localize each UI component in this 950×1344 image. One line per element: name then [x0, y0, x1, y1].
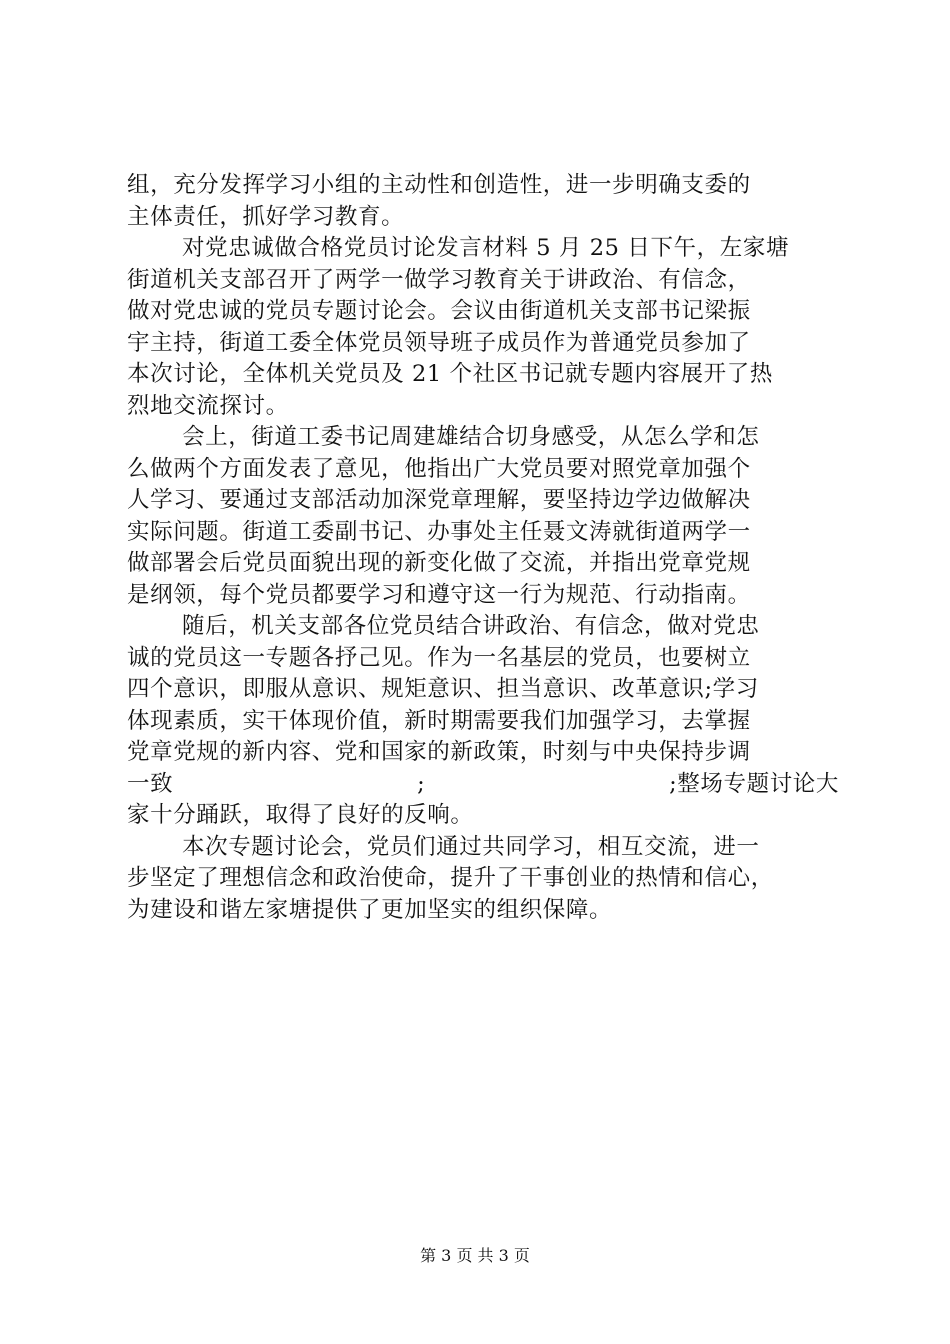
text-line: 体现素质，实干体现价值，新时期需要我们加强学习，去掌握 [127, 707, 751, 734]
paragraph-start: 对党忠诚做合格党员讨论发言材料 5 月 25 日下午，左家塘 [182, 235, 790, 261]
text-line: 实际问题。街道工委副书记、办事处主任聂文涛就街道两学一 [127, 518, 751, 545]
text-line: 烈地交流探讨。 [127, 392, 289, 419]
text-line-spaced [127, 769, 839, 801]
text-line: 党章党规的新内容、党和国家的新政策，时刻与中央保持步调 [127, 739, 751, 765]
text-line: 诚的党员这一专题各抒己见。作为一名基层的党员，也要树立 [127, 644, 751, 671]
page-number-footer: 第 3 页 共 3 页 [420, 1246, 530, 1265]
text-fragment: ;整场专题讨论大 [669, 770, 839, 797]
text-line: 人学习、要通过支部活动加深党章理解，要坚持边学边做解决 [127, 487, 751, 513]
text-line: 宇主持，街道工委全体党员领导班子成员作为普通党员参加了 [127, 329, 751, 356]
text-fragment: 一致 [127, 770, 174, 797]
text-line: 步坚定了理想信念和政治使命，提升了干事创业的热情和信心， [127, 865, 774, 891]
text-line: 是纲领，每个党员都要学习和遵守这一行为规范、行动指南。 [127, 581, 751, 608]
text-line: 做对党忠诚的党员专题讨论会。会议由街道机关支部书记梁振 [127, 298, 751, 324]
text-line: 做部署会后党员面貌出现的新变化做了交流，并指出党章党规 [127, 550, 751, 576]
text-line: 家十分踊跃，取得了良好的反响。 [127, 802, 474, 828]
paragraph-start: 会上，街道工委书记周建雄结合切身感受，从怎么学和怎 [182, 424, 760, 450]
text-line: 组，充分发挥学习小组的主动性和创造性，进一步明确支委的 [127, 172, 751, 198]
paragraph-start: 随后，机关支部各位党员结合讲政治、有信念，做对党忠 [182, 613, 760, 639]
paragraph-start: 本次专题讨论会，党员们通过共同学习，相互交流，进一 [182, 833, 760, 860]
text-line: 街道机关支部召开了两学一做学习教育关于讲政治、有信念， [127, 266, 751, 293]
text-line: 么做两个方面发表了意见，他指出广大党员要对照党章加强个 [127, 455, 751, 482]
document-body [127, 170, 839, 926]
text-line: 本次讨论，全体机关党员及 21 个社区书记就专题内容展开了热 [127, 361, 773, 387]
text-line: 主体责任，抓好学习教育。 [127, 203, 405, 230]
text-line: 为建设和谐左家塘提供了更加坚实的组织保障。 [127, 896, 613, 923]
text-fragment: ; [417, 770, 426, 797]
text-line: 四个意识，即服从意识、规矩意识、担当意识、改革意识;学习 [127, 676, 759, 702]
